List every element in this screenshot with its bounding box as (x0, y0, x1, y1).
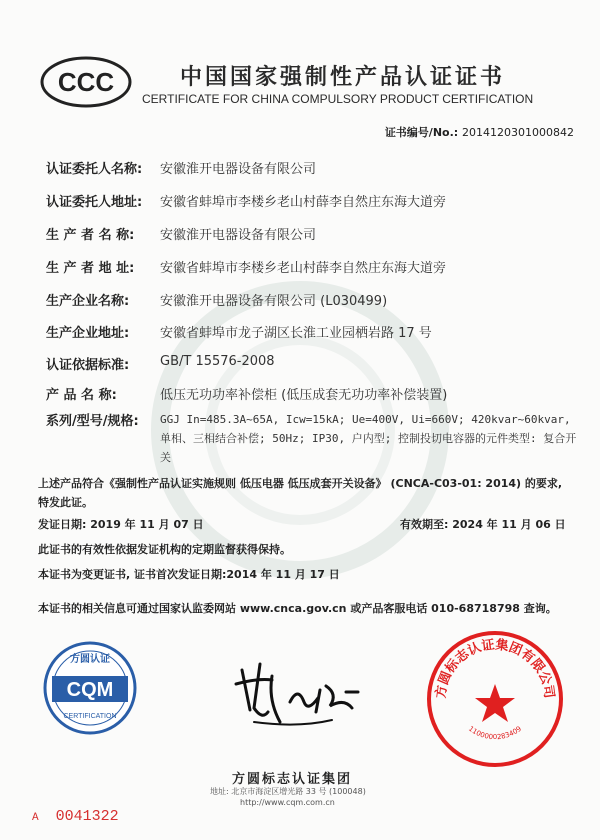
field-label-applicant-address: 认证委托人地址: (46, 195, 143, 210)
cqm-top-text: 方圆认证 (70, 654, 110, 665)
issuer-website: http://www.cqm.com.cn (240, 798, 335, 807)
issue-date: 发证日期: 2019 年 11 月 07 日 (38, 518, 204, 531)
field-value-model: GGJ In=485.3A~65A, Icw=15kA; Ue=400V, Ui=660V; 420kvar~60kvar, 单相、三相结合补偿; 50Hz; IP30, 户内型; 控制投切电容器的元件类型: 复合开关 (160, 413, 577, 464)
change-note: 本证书为变更证书, 证书首次发证日期:2014 年 11 月 17 日 (38, 568, 340, 581)
validity-note: 此证书的有效性依据发证机构的定期监督获得保持。 (38, 543, 291, 556)
field-label-product-name: 产 品 名 称: (46, 388, 117, 403)
serial-value: 0041322 (55, 808, 119, 825)
field-label-standard: 认证依据标准: (46, 358, 130, 373)
cqm-logo (42, 640, 138, 736)
seal-number-path: 1100000283409 (466, 724, 524, 742)
field-label-factory-name: 生产企业名称: (46, 294, 130, 309)
ccc-logo-text: CCC (57, 67, 115, 97)
certificate-number-value: 2014120301000842 (462, 126, 574, 139)
query-note: 本证书的相关信息可通过国家认监委网站 www.cnca.gov.cn 或产品客服电话 010-68718798 查询。 (38, 602, 557, 615)
title-english: CERTIFICATE FOR CHINA COMPULSORY PRODUCT CERTIFICATION (142, 92, 534, 106)
title-chinese: 中国国家强制性产品认证证书 (180, 65, 506, 90)
field-value-factory-name: 安徽淮开电器设备有限公司 (L030499) (160, 294, 388, 309)
field-label-applicant-name: 认证委托人名称: (46, 162, 143, 177)
red-seal (424, 628, 566, 770)
signature (228, 650, 378, 730)
field-label-manufacturer-name: 生 产 者 名 称: (46, 228, 135, 243)
field-value-manufacturer-address: 安徽省蚌埠市李楼乡老山村薛李自然庄东海大道旁 (160, 261, 447, 276)
field-label-manufacturer-address: 生 产 者 地 址: (46, 261, 135, 276)
seal-ring-text-path: 方圆标志认证集团有限公司 (433, 637, 557, 700)
field-value-applicant-address: 安徽省蚌埠市李楼乡老山村薛李自然庄东海大道旁 (160, 195, 447, 210)
field-value-standard: GB/T 15576-2008 (160, 354, 275, 369)
issuer-name: 方圆标志认证集团 (232, 772, 353, 787)
ccc-logo (40, 56, 132, 108)
serial-number (32, 808, 119, 825)
cqm-bottom-text: CERTIFICATION (63, 713, 117, 720)
conformity-statement: 上述产品符合《强制性产品认证实施规则 低压电器 低压成套开关设备》 (CNCA-C03-01: 2014) 的要求, 特发此证。 (38, 477, 563, 509)
field-value-manufacturer-name: 安徽淮开电器设备有限公司 (160, 228, 317, 243)
certificate-number-label: 证书编号/No.: (384, 126, 459, 139)
seal-number (467, 725, 523, 741)
cqm-logo-text: CQM (66, 679, 114, 701)
valid-until-date: 有效期至: 2024 年 11 月 06 日 (400, 518, 566, 531)
field-value-product-name: 低压无功功率补偿柜 (低压成套无功功率补偿装置) (160, 388, 448, 403)
issuer-address: 地址: 北京市海淀区增光路 33 号 (100048) (210, 787, 366, 796)
certificate-number (385, 124, 574, 140)
field-label-factory-address: 生产企业地址: (46, 326, 130, 341)
field-value-factory-address: 安徽省蚌埠市龙子湖区长淮工业园栖岩路 17 号 (160, 326, 432, 341)
field-label-model: 系列/型号/规格: (46, 414, 139, 429)
serial-letter: A (32, 812, 39, 824)
field-value-applicant-name: 安徽淮开电器设备有限公司 (160, 162, 317, 177)
